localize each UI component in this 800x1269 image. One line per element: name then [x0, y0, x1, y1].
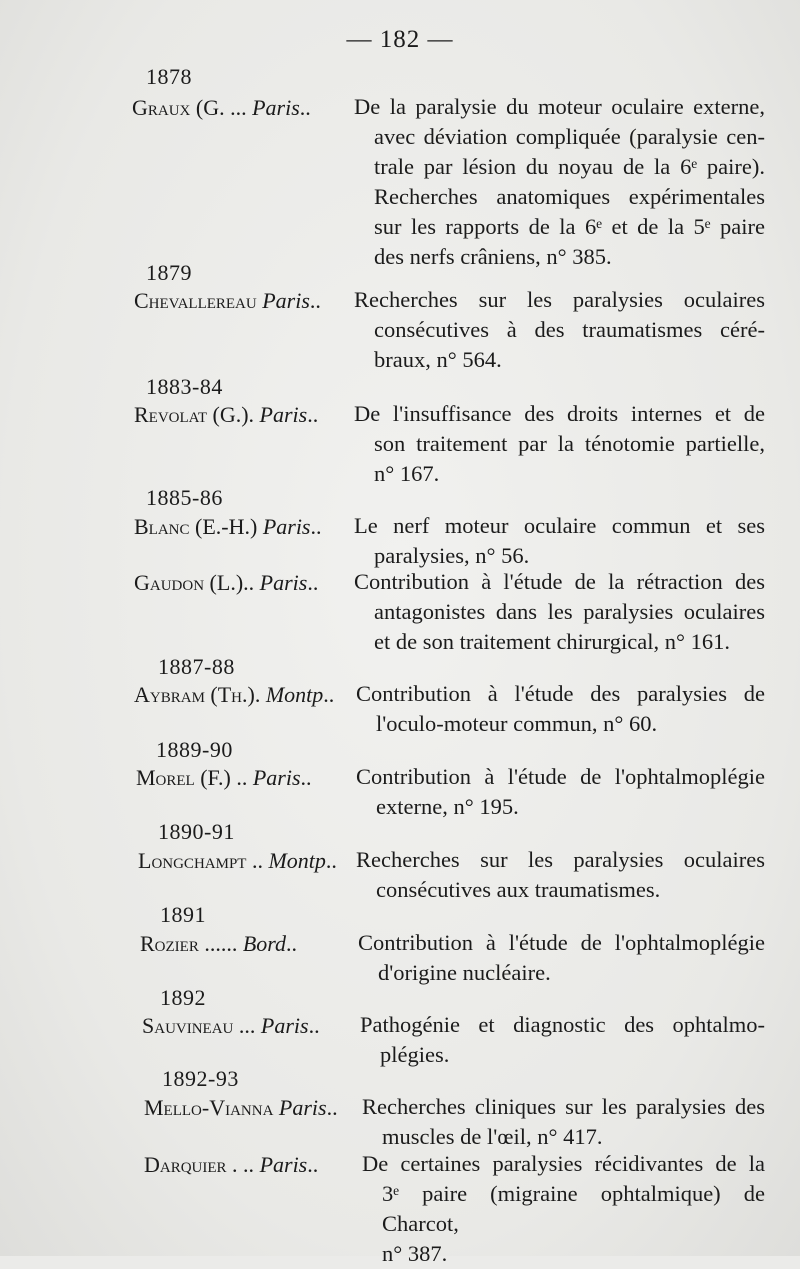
- description-line: son traitement par la ténotomie partielle,: [374, 431, 765, 456]
- description-line: sur les rapports de la 6ᵉ et de la 5ᵉ paire: [374, 214, 765, 239]
- description-line: De la paralysie du moteur oculaire externe,: [354, 94, 765, 119]
- entry-year: 1885-86: [146, 485, 223, 510]
- author-name: Gaudon (L.)..: [134, 570, 260, 595]
- entry-year: 1883-84: [146, 374, 223, 399]
- entry-author: [144, 1095, 338, 1121]
- description-line: Contribution à l'étude de l'ophtalmoplégie: [358, 930, 765, 955]
- place-separator: ..: [286, 931, 298, 956]
- place-separator: ..: [307, 1152, 319, 1177]
- entry-year: 1890-91: [158, 819, 235, 844]
- description-line: d'origine nucléaire.: [378, 960, 551, 985]
- entry-author: [134, 402, 318, 428]
- place-separator: ..: [326, 1095, 338, 1120]
- description-line: Pathogénie et diagnostic des ophtalmo-: [360, 1012, 765, 1037]
- entry-year: 1879: [146, 260, 192, 285]
- description-line: n° 167.: [374, 461, 440, 486]
- entry-description: [354, 399, 765, 489]
- place-separator: ..: [299, 95, 311, 120]
- author-place: Paris: [278, 1095, 327, 1120]
- entry-year: 1878: [146, 64, 192, 89]
- place-separator: ..: [308, 1013, 320, 1038]
- author-name: Darquier . ..: [144, 1152, 260, 1177]
- description-line: Contribution à l'étude de la rétraction des: [354, 569, 765, 594]
- place-separator: ..: [323, 682, 335, 707]
- author-place: Montp: [268, 848, 326, 873]
- description-line: consécutives à des traumatismes céré-: [374, 317, 765, 342]
- author-place: Paris: [259, 570, 308, 595]
- place-separator: ..: [300, 765, 312, 790]
- entry-description: [354, 511, 765, 571]
- description-line: consécutives aux traumatismes.: [376, 877, 661, 902]
- entry-year: 1891: [160, 902, 206, 927]
- entry-description: [356, 762, 765, 822]
- author-place: Paris: [259, 1152, 308, 1177]
- description-line: braux, n° 564.: [374, 347, 502, 372]
- author-place: Montp: [265, 682, 324, 707]
- description-line: avec déviation compliquée (paralysie cen-: [374, 124, 765, 149]
- author-place: Paris: [259, 402, 308, 427]
- description-line: Recherches sur les paralysies oculaires: [356, 847, 765, 872]
- description-line: n° 387.: [382, 1241, 448, 1266]
- description-line: Contribution à l'étude de l'ophtalmoplégie: [356, 764, 765, 789]
- entry-description: [356, 845, 765, 905]
- description-line: Contribution à l'étude des paralysies de: [356, 681, 765, 706]
- entry-author: [134, 514, 322, 540]
- entry-description: [358, 928, 765, 988]
- author-place: Paris: [246, 95, 300, 120]
- description-line: Recherches sur les paralysies oculaires: [354, 287, 765, 312]
- place-separator: ..: [310, 514, 322, 539]
- description-line: trale par lésion du noyau de la 6ᵉ paire).: [374, 154, 765, 179]
- author-name: Longchampt ..: [138, 848, 269, 873]
- description-line: externe, n° 195.: [376, 794, 519, 819]
- entry-description: [362, 1149, 765, 1269]
- entry-author: [138, 848, 337, 874]
- entry-author: [142, 1013, 320, 1039]
- place-separator: ..: [309, 288, 321, 313]
- author-name: Mello-Vianna: [144, 1095, 279, 1120]
- entry-description: [354, 92, 765, 272]
- author-place: Paris: [252, 765, 301, 790]
- description-line: 3ᵉ paire (migraine ophtalmique) de Charcot,: [382, 1181, 765, 1236]
- author-name: Aybram (Th.).: [134, 682, 266, 707]
- author-name: Graux (G. ...: [132, 95, 247, 120]
- entry-year: 1889-90: [156, 737, 233, 762]
- description-line: De l'insuffisance des droits internes et de: [354, 401, 765, 426]
- description-line: paralysies, n° 56.: [374, 543, 530, 568]
- entry-author: [134, 288, 321, 314]
- description-line: plégies.: [380, 1042, 450, 1067]
- place-separator: ..: [307, 402, 319, 427]
- entry-author: [136, 765, 312, 791]
- page-number: — 182 —: [346, 26, 454, 53]
- entry-year: 1887-88: [158, 654, 235, 679]
- entry-author: [132, 95, 311, 121]
- entry-description: [354, 285, 765, 375]
- description-line: Le nerf moteur oculaire commun et ses: [354, 513, 765, 538]
- entry-year: 1892-93: [162, 1066, 239, 1091]
- description-line: des nerfs crâniens, n° 385.: [374, 244, 612, 269]
- author-place: Paris: [262, 288, 310, 313]
- entry-author: [144, 1152, 318, 1178]
- author-name: Chevallereau: [134, 288, 263, 313]
- entry-author: [134, 570, 318, 596]
- author-name: Morel (F.) ..: [136, 765, 253, 790]
- author-place: Paris: [260, 1013, 309, 1038]
- description-line: et de son traitement chirurgical, n° 161.: [374, 629, 730, 654]
- description-line: De certaines paralysies récidivantes de la: [362, 1151, 765, 1176]
- author-place: Paris: [262, 514, 311, 539]
- entry-year: 1892: [160, 985, 206, 1010]
- author-name: Sauvineau ...: [142, 1013, 261, 1038]
- place-separator: ..: [325, 848, 337, 873]
- description-line: muscles de l'œil, n° 417.: [382, 1124, 603, 1149]
- author-name: Rozier ......: [140, 931, 243, 956]
- entry-description: [356, 679, 765, 739]
- entry-description: [362, 1092, 765, 1152]
- author-name: Revolat (G.).: [134, 402, 260, 427]
- description-line: antagonistes dans les paralysies oculaires: [374, 599, 765, 624]
- entry-description: [354, 567, 765, 657]
- author-name: Blanc (E.-H.): [134, 514, 263, 539]
- entry-author: [140, 931, 297, 957]
- description-line: Recherches cliniques sur les paralysies des: [362, 1094, 765, 1119]
- description-line: l'oculo-moteur commun, n° 60.: [376, 711, 658, 736]
- entry-author: [134, 682, 334, 708]
- description-line: Recherches anatomiques expérimentales: [374, 184, 765, 209]
- entry-description: [360, 1010, 765, 1070]
- place-separator: ..: [307, 570, 319, 595]
- author-place: Bord: [242, 931, 287, 956]
